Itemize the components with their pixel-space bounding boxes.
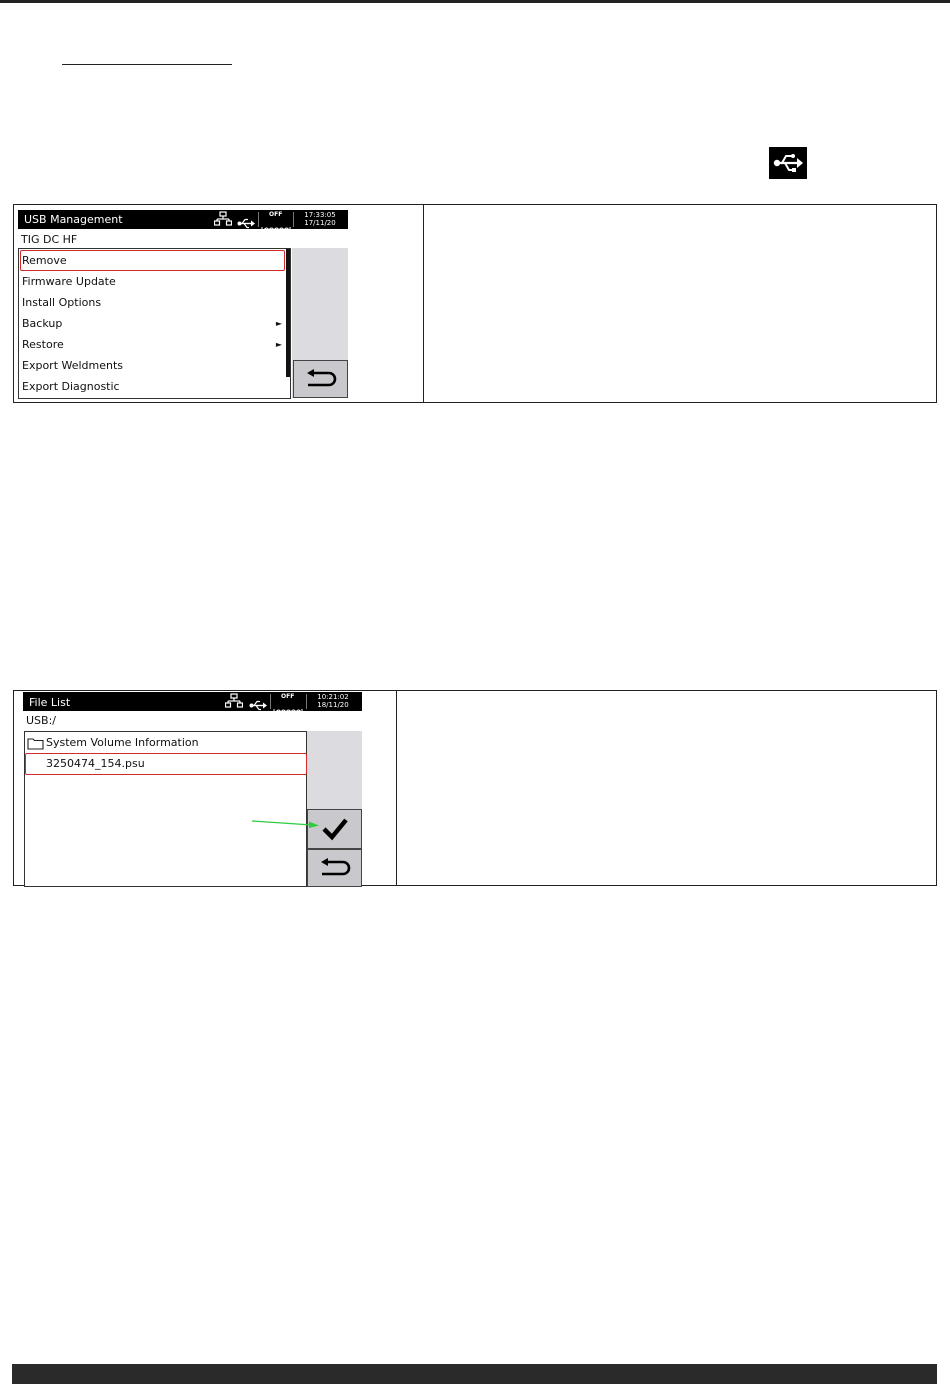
menu-item-restore[interactable]	[22, 335, 282, 355]
menu-item-label: Install Options	[22, 296, 102, 309]
back-button[interactable]	[307, 849, 362, 887]
network-icon	[214, 211, 232, 231]
file-item-label: System Volume Information	[46, 736, 199, 749]
menu-item-remove[interactable]	[22, 251, 282, 271]
submenu-arrow-icon: ►	[275, 340, 282, 349]
file-item[interactable]	[46, 754, 296, 774]
usb-management-panel	[13, 204, 937, 403]
file-list-panel	[13, 690, 937, 886]
folder-item[interactable]	[27, 733, 287, 753]
annotation-arrow	[251, 818, 321, 830]
status-separator	[306, 694, 307, 709]
back-arrow-icon	[304, 369, 338, 389]
submenu-arrow-icon: ►	[275, 319, 282, 328]
time-readout: 17:33:05	[304, 211, 336, 219]
top-rule	[0, 0, 950, 3]
folder-icon	[27, 737, 44, 750]
usb-icon	[237, 214, 255, 233]
coolant-icon	[273, 701, 303, 720]
checkmark-icon	[321, 817, 349, 841]
screen-titlebar	[18, 210, 348, 229]
coolant-off-label: OFF	[269, 211, 283, 218]
panel-divider	[396, 691, 397, 885]
clock	[308, 693, 358, 709]
panel-divider	[423, 205, 424, 402]
usb-menu-list	[18, 248, 291, 399]
back-button[interactable]	[293, 360, 348, 398]
menu-item-label: Export Diagnostic	[22, 380, 120, 393]
process-mode: TIG DC HF	[21, 233, 78, 246]
status-separator	[258, 212, 259, 227]
menu-item-export-diagnostic[interactable]	[22, 377, 282, 397]
menu-scrollbar[interactable]	[286, 249, 290, 377]
status-separator	[270, 694, 271, 709]
menu-item-label: Firmware Update	[22, 275, 116, 288]
screen-titlebar	[23, 692, 362, 711]
screen-title: USB Management	[24, 213, 123, 226]
file-item-label: 3250474_154.psu	[46, 757, 145, 770]
current-path: USB:/	[26, 714, 56, 727]
usb-management-screen	[18, 210, 348, 398]
status-separator	[293, 212, 294, 227]
date-readout: 17/11/20	[304, 219, 336, 227]
menu-item-firmware-update[interactable]	[22, 272, 282, 292]
network-icon	[225, 693, 243, 713]
file-list	[24, 731, 307, 887]
menu-item-install-options[interactable]	[22, 293, 282, 313]
menu-item-label: Remove	[22, 254, 67, 267]
menu-item-label: Restore	[22, 338, 64, 351]
coolant-icon	[261, 219, 291, 238]
menu-item-backup[interactable]	[22, 314, 282, 334]
coolant-off-label: OFF	[281, 693, 295, 700]
menu-item-label: Backup	[22, 317, 63, 330]
date-readout: 18/11/20	[317, 701, 349, 709]
usb-icon	[769, 147, 807, 179]
menu-item-export-weldments[interactable]	[22, 356, 282, 376]
back-arrow-icon	[318, 858, 352, 878]
time-readout: 10:21:02	[317, 693, 349, 701]
screen-title: File List	[29, 696, 71, 709]
section-title-underline	[62, 64, 232, 65]
file-list-screen	[23, 691, 362, 886]
footer-bar	[12, 1364, 937, 1384]
clock	[296, 211, 344, 227]
usb-icon	[249, 696, 267, 715]
menu-item-label: Export Weldments	[22, 359, 124, 372]
softkey-pane	[307, 731, 362, 811]
